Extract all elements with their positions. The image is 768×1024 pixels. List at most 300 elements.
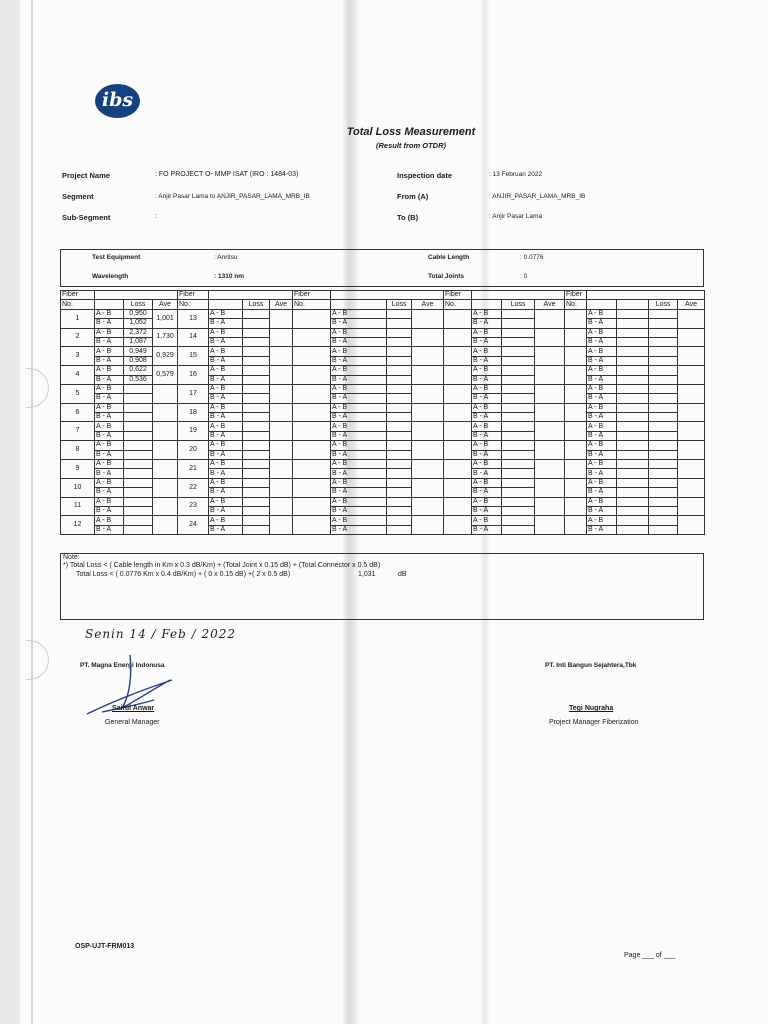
loss-average — [412, 497, 444, 516]
direction-ab: A - B — [95, 403, 124, 412]
fiber-no-header: No. — [178, 300, 209, 309]
loss-ba — [124, 431, 153, 440]
total-joints-label: Total Joints — [428, 273, 464, 280]
loss-ba — [387, 525, 412, 534]
direction-ba: B - A — [209, 525, 243, 534]
spacer-cell — [617, 347, 649, 356]
direction-ab: A - B — [331, 347, 387, 356]
fiber-number: 20 — [178, 441, 209, 460]
direction-ba: B - A — [95, 488, 124, 497]
inspection-date-value: : 13 Februari 2022 — [489, 171, 543, 178]
from-label: From (A) — [397, 192, 429, 201]
direction-ba: B - A — [587, 413, 617, 422]
fiber-number — [293, 403, 331, 422]
loss-ab — [124, 384, 153, 393]
loss-ab — [649, 309, 678, 318]
fiber-number — [444, 328, 472, 347]
loss-average: 1,730 — [153, 328, 178, 347]
spacer-cell — [617, 403, 649, 412]
loss-header: Loss — [387, 300, 412, 309]
loss-ba — [124, 506, 153, 515]
loss-ab — [502, 347, 535, 356]
loss-ba — [502, 525, 535, 534]
loss-ba — [243, 506, 270, 515]
loss-average — [678, 478, 705, 497]
direction-ab: A - B — [95, 497, 124, 506]
handwritten-date: Senin 14 / Feb / 2022 — [85, 627, 237, 641]
document-title: Total Loss Measurement — [346, 126, 476, 138]
loss-ba — [502, 413, 535, 422]
spacer-cell — [617, 478, 649, 487]
spacer-cell — [617, 431, 649, 440]
loss-average — [535, 328, 565, 347]
direction-ab: A - B — [95, 366, 124, 375]
loss-ba — [649, 375, 678, 384]
direction-ba: B - A — [587, 394, 617, 403]
direction-ab: A - B — [331, 478, 387, 487]
direction-header-blank — [587, 300, 617, 309]
loss-header: Loss — [243, 300, 270, 309]
fiber-header: Fiber — [444, 291, 472, 300]
direction-ba: B - A — [331, 356, 387, 365]
loss-average — [412, 403, 444, 422]
loss-average — [270, 441, 293, 460]
loss-average — [535, 403, 565, 422]
direction-ab: A - B — [587, 366, 617, 375]
fiber-number — [444, 384, 472, 403]
direction-ba: B - A — [331, 506, 387, 515]
loss-ab — [243, 516, 270, 525]
loss-ba — [387, 319, 412, 328]
fiber-number — [444, 309, 472, 328]
loss-ab — [502, 328, 535, 337]
direction-ab: A - B — [331, 384, 387, 393]
direction-ba: B - A — [209, 394, 243, 403]
direction-ab: A - B — [472, 441, 502, 450]
loss-ba — [649, 450, 678, 459]
loss-average — [153, 516, 178, 535]
fiber-number: 2 — [61, 328, 95, 347]
header-blank — [587, 291, 705, 300]
spacer-cell — [617, 309, 649, 318]
direction-ab: A - B — [209, 366, 243, 375]
spacer-cell — [617, 488, 649, 497]
loss-ab — [649, 497, 678, 506]
direction-ab: A - B — [331, 328, 387, 337]
right-signatory-title: Project Manager Fiberization — [549, 719, 639, 726]
loss-ba — [243, 525, 270, 534]
fiber-number — [444, 403, 472, 422]
fiber-number: 19 — [178, 422, 209, 441]
direction-ab: A - B — [209, 422, 243, 431]
fiber-number — [444, 347, 472, 366]
direction-ab: A - B — [472, 403, 502, 412]
direction-ab: A - B — [209, 516, 243, 525]
fiber-number — [444, 478, 472, 497]
direction-ab: A - B — [209, 460, 243, 469]
test-equipment-value: : Anritsu — [214, 254, 238, 261]
loss-average — [153, 422, 178, 441]
direction-ab: A - B — [209, 384, 243, 393]
loss-ba — [124, 469, 153, 478]
direction-ab: A - B — [587, 441, 617, 450]
left-signatory-title: General Manager — [105, 719, 160, 726]
fiber-number — [565, 309, 587, 328]
loss-ab — [387, 309, 412, 318]
loss-ba — [387, 469, 412, 478]
loss-average — [535, 347, 565, 366]
direction-ba: B - A — [209, 319, 243, 328]
fiber-number — [293, 384, 331, 403]
fiber-number — [293, 309, 331, 328]
loss-ab — [387, 328, 412, 337]
loss-ba — [243, 488, 270, 497]
loss-average — [678, 384, 705, 403]
loss-average — [153, 497, 178, 516]
form-code: OSP-UJT-FRM013 — [75, 943, 135, 950]
direction-ba: B - A — [209, 413, 243, 422]
equipment-box — [60, 249, 704, 287]
direction-ba: B - A — [331, 375, 387, 384]
direction-ab: A - B — [95, 441, 124, 450]
wavelength-value: : 1310 nm — [214, 273, 244, 280]
spacer-cell — [617, 384, 649, 393]
loss-ab — [243, 347, 270, 356]
cable-length-value: : 0.0776 — [520, 254, 544, 261]
table-row — [61, 403, 705, 412]
table-row — [61, 460, 705, 469]
direction-ab: A - B — [331, 460, 387, 469]
to-label: To (B) — [397, 213, 419, 222]
loss-average — [270, 422, 293, 441]
fiber-number: 7 — [61, 422, 95, 441]
loss-ab — [124, 497, 153, 506]
loss-ba — [649, 488, 678, 497]
fiber-number: 23 — [178, 497, 209, 516]
spacer-cell — [617, 337, 649, 346]
loss-ba — [387, 488, 412, 497]
subsegment-label: Sub-Segment — [62, 213, 111, 222]
fiber-number — [565, 328, 587, 347]
direction-ab: A - B — [472, 478, 502, 487]
fiber-number — [293, 328, 331, 347]
direction-ba: B - A — [472, 431, 502, 440]
loss-ba — [502, 450, 535, 459]
loss-ba — [502, 469, 535, 478]
loss-average — [535, 478, 565, 497]
direction-ab: A - B — [472, 422, 502, 431]
direction-ab: A - B — [587, 478, 617, 487]
loss-average — [535, 497, 565, 516]
loss-average — [678, 441, 705, 460]
loss-ba — [387, 506, 412, 515]
project-name-label: Project Name — [62, 171, 110, 180]
spacer-cell — [617, 497, 649, 506]
loss-ab — [243, 403, 270, 412]
loss-ba — [502, 488, 535, 497]
direction-ab: A - B — [472, 347, 502, 356]
loss-average — [153, 384, 178, 403]
loss-ba — [649, 506, 678, 515]
loss-ba — [124, 450, 153, 459]
direction-ba: B - A — [472, 506, 502, 515]
ave-header: Ave — [535, 300, 565, 309]
direction-ab: A - B — [587, 347, 617, 356]
direction-ab: A - B — [209, 347, 243, 356]
direction-header-blank — [472, 300, 502, 309]
direction-ab: A - B — [587, 403, 617, 412]
direction-ba: B - A — [587, 450, 617, 459]
table-row — [61, 516, 705, 525]
loss-average — [412, 328, 444, 347]
spacer-cell — [617, 469, 649, 478]
loss-ba — [243, 356, 270, 365]
fiber-number: 22 — [178, 478, 209, 497]
loss-ba: 0,908 — [124, 356, 153, 365]
direction-ba: B - A — [331, 337, 387, 346]
header-blank — [331, 291, 444, 300]
loss-average — [535, 422, 565, 441]
loss-average — [678, 309, 705, 328]
loss-header: Loss — [502, 300, 535, 309]
fiber-number: 4 — [61, 366, 95, 385]
note-calculation: Total Loss < ( 0.0776 Km x 0.4 dB/Km) + ( 0 x 0.15 dB) +( 2 x 0.5 dB) — [76, 571, 291, 578]
loss-ba — [649, 431, 678, 440]
direction-ba: B - A — [95, 375, 124, 384]
loss-ab — [502, 478, 535, 487]
loss-ab — [387, 366, 412, 375]
ave-header: Ave — [153, 300, 178, 309]
header-blank — [209, 291, 293, 300]
loss-ba — [649, 413, 678, 422]
fiber-number: 8 — [61, 441, 95, 460]
loss-average — [270, 347, 293, 366]
left-company: PT. Magna Energi Indonusa — [80, 662, 165, 669]
loss-ab — [387, 347, 412, 356]
fiber-no-header: No. — [293, 300, 331, 309]
loss-average — [270, 516, 293, 535]
loss-ab — [502, 384, 535, 393]
fiber-number: 11 — [61, 497, 95, 516]
loss-average: 1,001 — [153, 309, 178, 328]
loss-average — [678, 328, 705, 347]
table-row — [61, 384, 705, 393]
header-blank — [472, 291, 565, 300]
fiber-number: 16 — [178, 366, 209, 385]
direction-ab: A - B — [95, 460, 124, 469]
loss-ba — [243, 431, 270, 440]
loss-average — [535, 441, 565, 460]
table-header-row — [61, 300, 705, 309]
loss-ab — [124, 403, 153, 412]
fiber-number: 18 — [178, 403, 209, 422]
inspection-date-label: Inspection date — [397, 171, 453, 180]
direction-ba: B - A — [587, 469, 617, 478]
loss-ab — [387, 478, 412, 487]
direction-ba: B - A — [209, 375, 243, 384]
fiber-number: 14 — [178, 328, 209, 347]
direction-ab: A - B — [209, 478, 243, 487]
loss-average — [412, 309, 444, 328]
direction-ba: B - A — [472, 356, 502, 365]
loss-ba — [387, 431, 412, 440]
direction-ba: B - A — [472, 413, 502, 422]
loss-ab — [649, 478, 678, 487]
loss-ab — [387, 441, 412, 450]
fiber-header: Fiber — [293, 291, 331, 300]
fiber-number — [444, 441, 472, 460]
direction-ba: B - A — [209, 488, 243, 497]
table-header-row — [61, 291, 705, 300]
loss-ab — [243, 497, 270, 506]
loss-ba — [649, 469, 678, 478]
direction-ba: B - A — [331, 319, 387, 328]
loss-header: Loss — [649, 300, 678, 309]
fiber-number: 3 — [61, 347, 95, 366]
spacer-cell — [617, 356, 649, 365]
loss-ab — [649, 460, 678, 469]
direction-ba: B - A — [472, 525, 502, 534]
segment-label: Segment — [62, 192, 94, 201]
fiber-number — [293, 441, 331, 460]
loss-average — [412, 366, 444, 385]
direction-ba: B - A — [95, 525, 124, 534]
loss-average — [535, 309, 565, 328]
fiber-no-header: No. — [61, 300, 95, 309]
fiber-number: 13 — [178, 309, 209, 328]
loss-average — [153, 441, 178, 460]
direction-ba: B - A — [587, 431, 617, 440]
direction-ab: A - B — [472, 516, 502, 525]
direction-ab: A - B — [587, 328, 617, 337]
loss-ba — [649, 394, 678, 403]
ibs-logo: ibs — [95, 84, 140, 118]
note-box — [60, 553, 704, 620]
direction-ba: B - A — [209, 337, 243, 346]
loss-ab — [649, 441, 678, 450]
loss-ab: 2,372 — [124, 328, 153, 337]
loss-average — [412, 478, 444, 497]
to-value: : Anjir Pasar Lama — [489, 213, 543, 220]
direction-ba: B - A — [331, 488, 387, 497]
fiber-number — [444, 366, 472, 385]
loss-average — [412, 422, 444, 441]
loss-ab — [502, 403, 535, 412]
fiber-number: 5 — [61, 384, 95, 403]
table-row — [61, 497, 705, 506]
direction-ab: A - B — [472, 497, 502, 506]
loss-ba — [124, 413, 153, 422]
page-number: Page ___ of ___ — [624, 952, 676, 959]
left-signatory-name: Saiful Anwar — [112, 705, 155, 712]
loss-ba — [387, 375, 412, 384]
fiber-number — [565, 347, 587, 366]
loss-ba — [387, 450, 412, 459]
direction-ab: A - B — [95, 478, 124, 487]
direction-ba: B - A — [331, 431, 387, 440]
direction-ab: A - B — [209, 441, 243, 450]
direction-ba: B - A — [209, 469, 243, 478]
loss-ab — [124, 460, 153, 469]
fiber-number — [293, 366, 331, 385]
direction-ba: B - A — [95, 506, 124, 515]
spacer-cell — [617, 460, 649, 469]
direction-ba: B - A — [95, 469, 124, 478]
fiber-number: 17 — [178, 384, 209, 403]
loss-average — [153, 460, 178, 479]
total-joints-value: : 0 — [520, 273, 528, 280]
fiber-number: 9 — [61, 460, 95, 479]
direction-ba: B - A — [472, 394, 502, 403]
direction-ab: A - B — [472, 460, 502, 469]
loss-average — [270, 403, 293, 422]
table-row — [61, 328, 705, 337]
direction-ab: A - B — [587, 309, 617, 318]
direction-ba: B - A — [95, 319, 124, 328]
direction-ab: A - B — [587, 497, 617, 506]
direction-ab: A - B — [95, 422, 124, 431]
loss-average — [412, 516, 444, 535]
direction-ba: B - A — [209, 356, 243, 365]
loss-ab — [502, 422, 535, 431]
loss-ba — [502, 356, 535, 365]
fiber-number — [565, 441, 587, 460]
direction-ab: A - B — [472, 328, 502, 337]
direction-ab: A - B — [472, 384, 502, 393]
loss-ba — [502, 394, 535, 403]
fiber-number — [565, 497, 587, 516]
direction-ba: B - A — [587, 488, 617, 497]
direction-ab: A - B — [587, 460, 617, 469]
loss-ab — [243, 460, 270, 469]
cable-length-label: Cable Length — [428, 254, 470, 261]
direction-ba: B - A — [209, 506, 243, 515]
direction-ab: A - B — [331, 309, 387, 318]
loss-ba — [243, 319, 270, 328]
loss-ab — [649, 403, 678, 412]
fiber-number — [444, 497, 472, 516]
fiber-number — [293, 347, 331, 366]
direction-ba: B - A — [95, 337, 124, 346]
loss-ba — [243, 450, 270, 459]
loss-average — [535, 516, 565, 535]
direction-ba: B - A — [472, 469, 502, 478]
ave-header: Ave — [270, 300, 293, 309]
direction-ab: A - B — [209, 328, 243, 337]
direction-ab: A - B — [331, 403, 387, 412]
loss-average — [678, 403, 705, 422]
fiber-number — [444, 460, 472, 479]
right-signatory-name: Tegi Nugraha — [569, 705, 614, 712]
loss-average: 0,929 — [153, 347, 178, 366]
loss-average — [678, 422, 705, 441]
spacer-cell — [617, 394, 649, 403]
direction-ab: A - B — [331, 366, 387, 375]
direction-ba: B - A — [587, 525, 617, 534]
loss-ab — [387, 497, 412, 506]
direction-header-blank — [95, 300, 124, 309]
document-subtitle: (Result from OTDR) — [376, 141, 446, 150]
loss-ba — [649, 319, 678, 328]
fiber-number — [293, 497, 331, 516]
loss-average — [270, 478, 293, 497]
table-row — [61, 309, 705, 318]
spacer-cell — [617, 375, 649, 384]
loss-ab — [243, 478, 270, 487]
spacer-cell — [617, 328, 649, 337]
spacer-cell — [617, 525, 649, 534]
loss-average — [270, 497, 293, 516]
